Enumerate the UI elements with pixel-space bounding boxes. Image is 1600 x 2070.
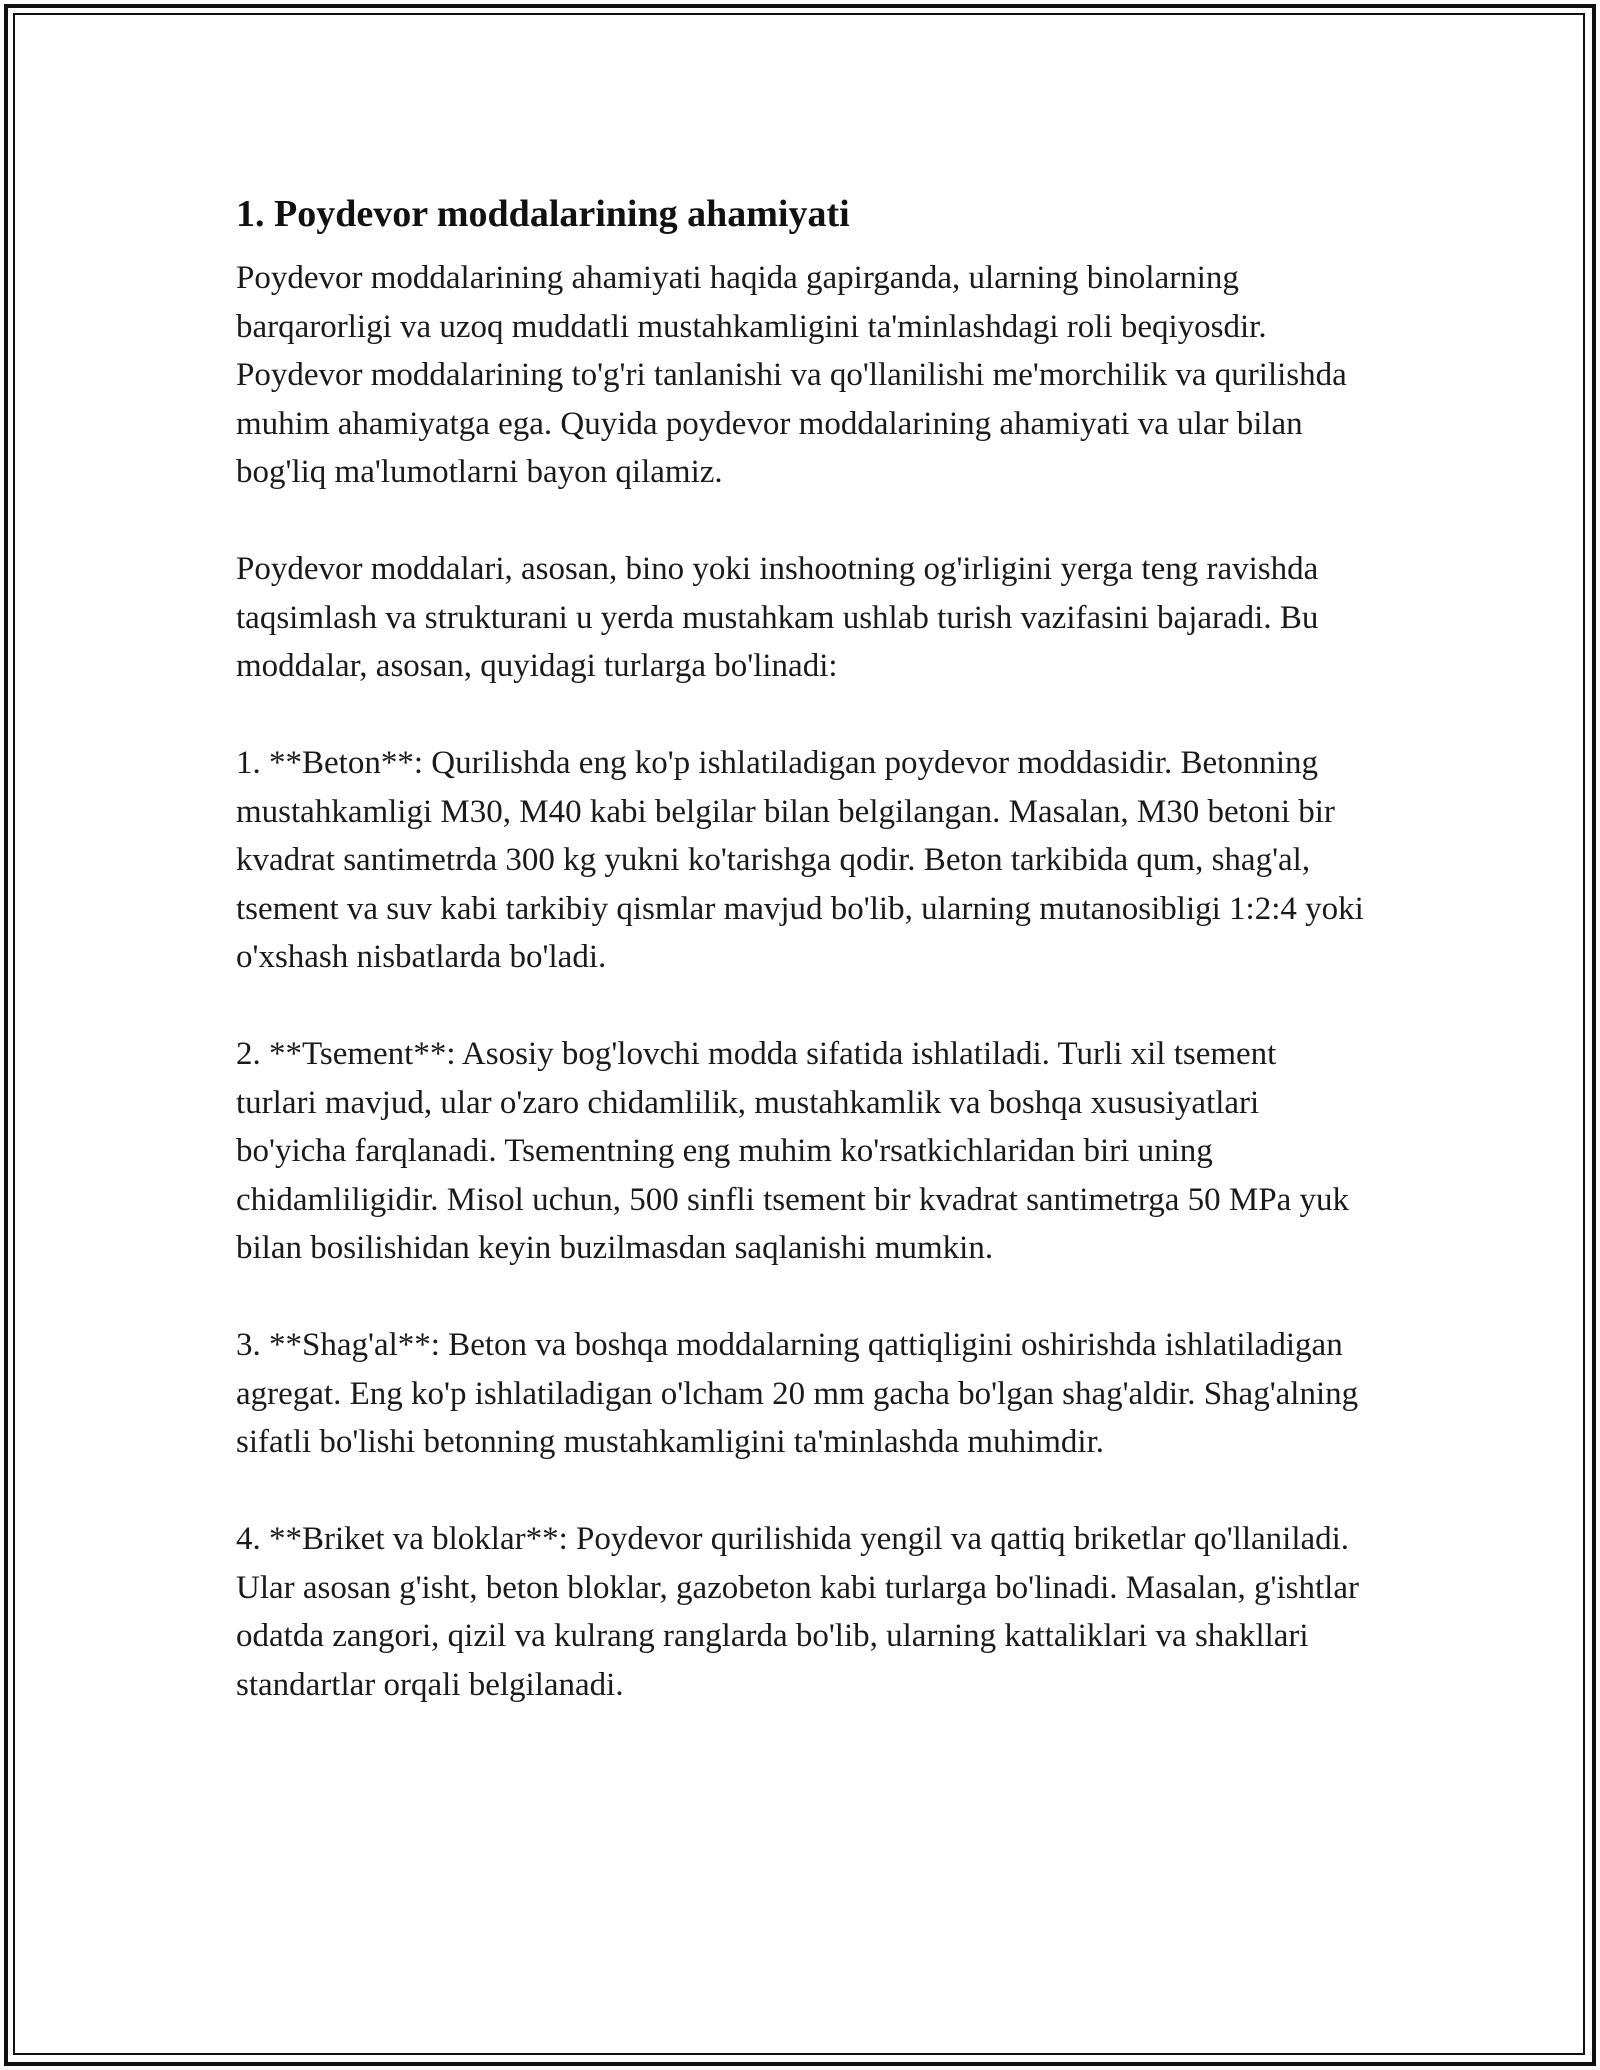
list-item-beton: 1. **Beton**: Qurilishda eng ko'p ishlatiladigan poydevor moddasidir. Betonning mustahkamligi M30, M40 kabi belgilar bilan belgilangan. Masalan, M30 betoni bir kvadrat santimetrda 300 kg yukni ko'tarishga qodir. Beton tarkibida qum, shag'al, tsement va suv kabi tarkibiy qismlar mavjud bo'lib, ularning mutanosibligi 1:2:4 yoki o'xshash nisbatlarda bo'ladi. (236, 745, 1364, 975)
list-item-shagal: 3. **Shag'al**: Beton va boshqa moddalarning qattiqligini oshirishda ishlatiladigan agregat. Eng ko'p ishlatiladigan o'lcham 20 mm gacha bo'lgan shag'aldir. Shag'alning sifatli bo'lishi betonning mustahkamligini ta'minlashda muhimdir. (236, 1327, 1359, 1460)
paragraph-overview: Poydevor moddalari, asosan, bino yoki inshootning og'irligini yerga teng ravishda taqsimlash va strukturani u yerda mustahkam ushlab turish vazifasini bajaradi. Bu moddalar, asosan, quyidagi turlarga bo'linadi: (236, 551, 1319, 684)
list-item-tsement: 2. **Tsement**: Asosiy bog'lovchi modda sifatida ishlatiladi. Turli xil tsement turlari mavjud, ular o'zaro chidamlilik, mustahkamlik va boshqa xususiyatlari bo'yicha farqlanadi. Tsementning eng muhim ko'rsatkichlaridan biri uning chidamliligidir. Misol uchun, 500 sinfli tsement bir kvadrat santimetrga 50 MPa yuk bilan bosilishidan keyin buzilmasdan saqlanishi mumkin. (236, 1036, 1350, 1266)
list-item-briket: 4. **Briket va bloklar**: Poydevor qurilishida yengil va qattiq briketlar qo'llaniladi. Ular asosan g'isht, beton bloklar, gazobeton kabi turlarga bo'linadi. Masalan, g'ishtlar odatda zangori, qizil va kulrang ranglarda bo'lib, ularning kattaliklari va shakllari standartlar orqali belgilanadi. (236, 1521, 1359, 1703)
paragraph-intro: Poydevor moddalarining ahamiyati haqida gapirganda, ularning binolarning barqarorligi va uzoq muddatli mustahkamligini ta'minlashdagi roli beqiyosdir. Poydevor moddalarining to'g'ri tanlanishi va qo'llanilishi me'morchilik va qurilishda muhim ahamiyatga ega. Quyida poydevor moddalarining ahamiyati va ular bilan bog'liq ma'lumotlarni bayon qilamiz. (236, 260, 1347, 490)
section-heading: 1. Poydevor moddalarining ahamiyati (236, 193, 850, 235)
document-body (236, 186, 1364, 1709)
